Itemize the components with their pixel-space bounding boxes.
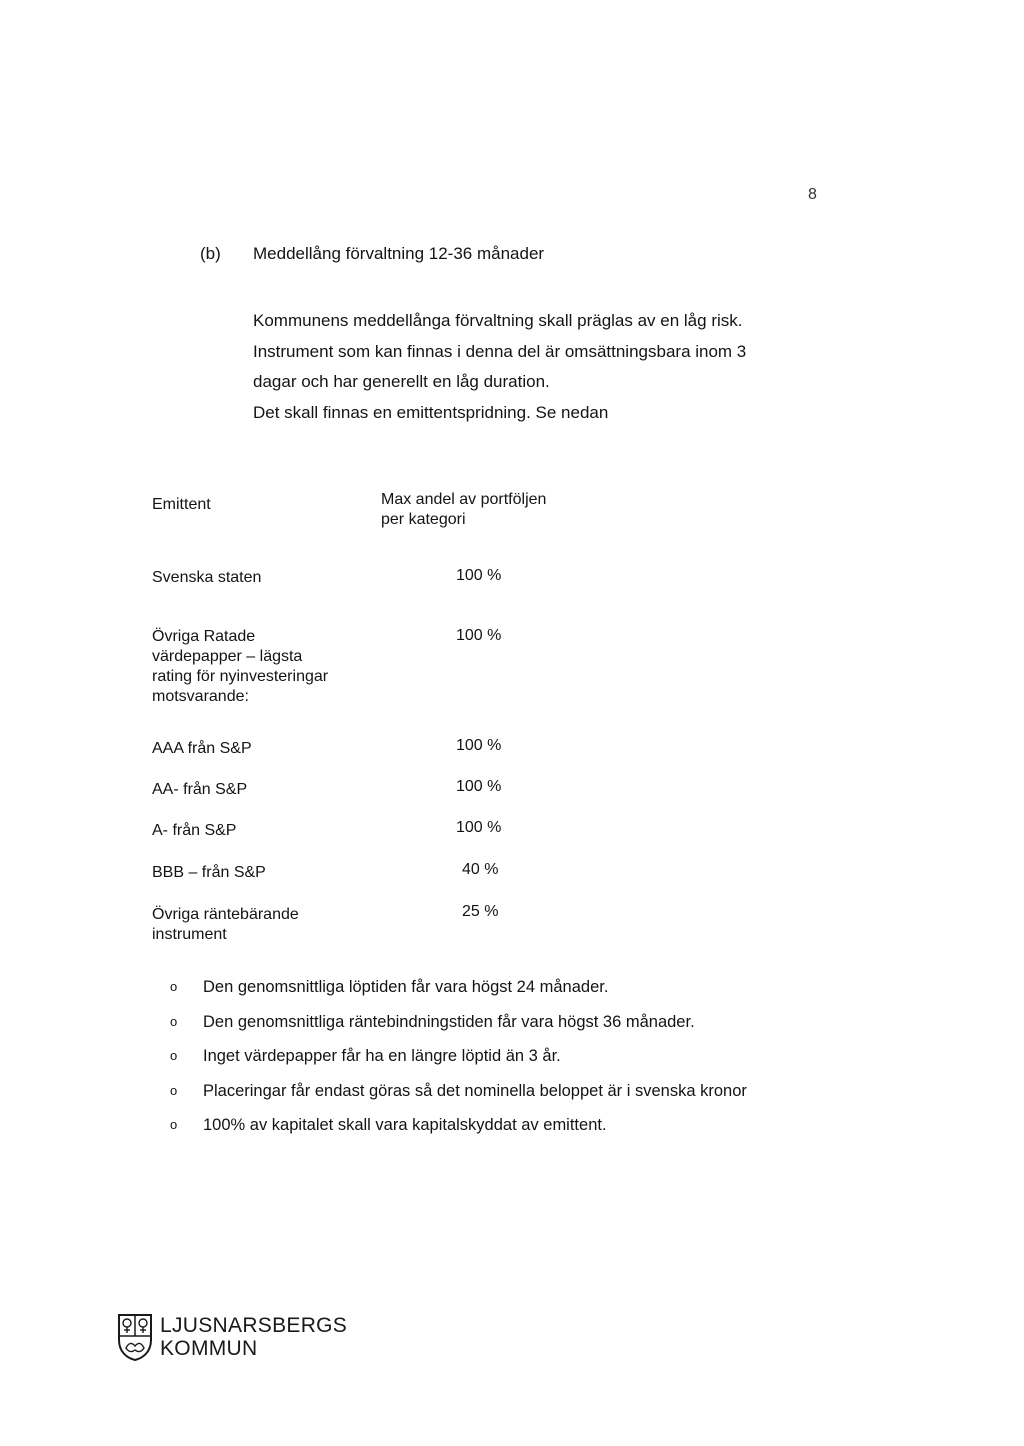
table-header-issuer: Emittent [152, 496, 211, 513]
intro-line: dagar och har generellt en låg duration. [253, 372, 550, 391]
list-item [170, 1114, 747, 1149]
table-header-line: Max andel av portföljen [381, 491, 547, 508]
bullet-marker: o [170, 1048, 178, 1063]
municipality-logo [116, 1312, 347, 1362]
bullet-marker: o [170, 1082, 178, 1098]
table-row-value: 25 % [462, 903, 499, 920]
table-row-label [152, 568, 261, 588]
table-row-value: 40 % [462, 861, 499, 878]
intro-paragraph [253, 306, 746, 428]
row-label-line: värdepapper – lägsta [152, 648, 303, 665]
bullet-marker: o [170, 979, 178, 994]
table-row-label [152, 780, 247, 800]
table-row-label [152, 627, 328, 707]
table-row-value: 100 % [456, 778, 502, 795]
table-row-value: 100 % [456, 819, 502, 836]
bullet-marker: o [170, 1013, 178, 1029]
list-item [170, 1045, 747, 1080]
table-row-value: 100 % [456, 627, 502, 644]
logo-text [160, 1314, 347, 1360]
row-label-line: rating för nyinvesteringar [152, 668, 329, 685]
table-row-label [152, 905, 299, 945]
logo-line: KOMMUN [160, 1337, 258, 1360]
intro-line: Kommunens meddellånga förvaltning skall präglas av en låg risk. [253, 311, 743, 330]
row-label-line: Övriga Ratade [152, 628, 256, 645]
section-title: Meddellång förvaltning 12-36 månader [253, 244, 545, 263]
list-item-text: Den genomsnittliga räntebindningstiden får vara högst 36 månader. [203, 1012, 695, 1031]
table-header-line: per kategori [381, 511, 466, 528]
bullet-marker: o [170, 1117, 178, 1132]
row-label-line: BBB – från S&P [152, 864, 266, 881]
row-label-line: Övriga räntebärande [152, 906, 299, 923]
table-row-value: 100 % [456, 737, 502, 754]
table-row-label [152, 863, 266, 883]
municipal-crest-icon [116, 1312, 154, 1362]
row-label-line: instrument [152, 926, 227, 943]
table-row-label [152, 739, 252, 759]
list-item-text: Inget värdepapper får ha en längre löptid än 3 år. [203, 1047, 561, 1065]
table-row-value: 100 % [456, 567, 502, 584]
logo-line: LJUSNARSBERGS [160, 1314, 348, 1337]
list-item [170, 976, 747, 1011]
list-item [170, 1080, 747, 1115]
rules-list [170, 976, 747, 1149]
row-label-line: AA- från S&P [152, 781, 248, 798]
intro-line: Instrument som kan finnas i denna del är omsättningsbara inom 3 [253, 341, 747, 361]
section-label: (b) [200, 244, 221, 263]
intro-line: Det skall finnas en emittentspridning. Se nedan [253, 402, 609, 422]
table-header-max-share [381, 490, 546, 530]
row-label-line: AAA från S&P [152, 740, 252, 757]
page-number: 8 [808, 186, 817, 203]
row-label-line: A- från S&P [152, 822, 237, 839]
row-label-line: Svenska staten [152, 569, 262, 586]
list-item-text: 100% av kapitalet skall vara kapitalskyddat av emittent. [203, 1116, 607, 1134]
row-label-line: motsvarande: [152, 688, 249, 705]
table-row-label [152, 821, 236, 841]
list-item-text: Den genomsnittliga löptiden får vara högst 24 månader. [203, 978, 609, 996]
list-item-text: Placeringar får endast göras så det nominella beloppet är i svenska kronor [203, 1081, 747, 1100]
list-item [170, 1011, 747, 1046]
